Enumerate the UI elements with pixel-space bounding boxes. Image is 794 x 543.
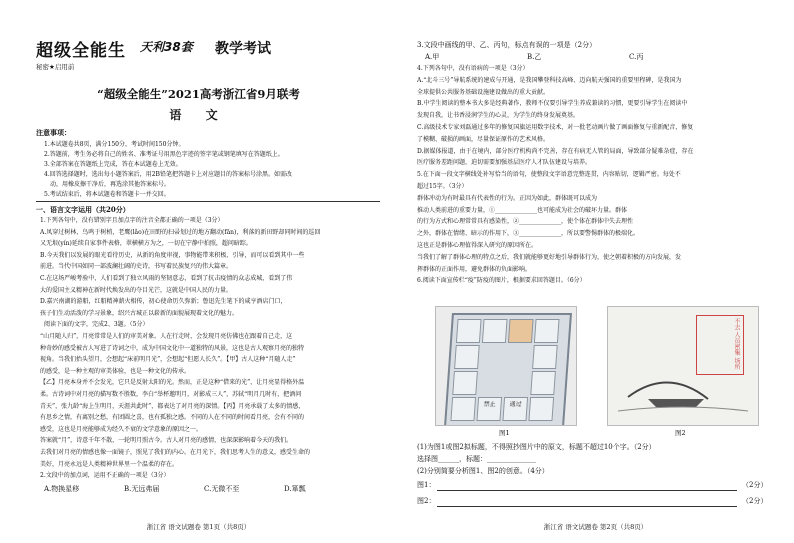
text-line: 视角。当我们抬头望月，会想起“床前明月光”，会想起“但愿人长久”。【甲】古人这种“月随人走” [40,356,296,364]
text-line: “山月随人归”，月亮常常是人们的审美对象。人在行走时，会发现月亮仿佛也在跟着自己走，这 [40,333,293,340]
q6-line: 图2： [417,497,436,505]
q3-stem: 3.文段中画线的甲、乙、丙句，标点有误的一项是（2分） [417,41,597,49]
divider [36,201,380,202]
footer-right: 浙江省 语文试题卷 第2页（共8页） [543,523,648,531]
text-line: B.中学生阅读的整本书大多是经典著作，教师不仅要引导学生养成兼读的习惯，更要引导学生在阅读中 [417,100,688,108]
text-line: D.嘉兴南湖的游船，红船精神薪火相传，初心使命历久弥新；鲁迅先生笔下的咸亨酒店门口， [40,298,287,306]
q3-option-a: A.甲 [425,53,440,61]
notice-item: 3.全部答案在答题纸上完成，答在本试题卷上无效。 [44,161,182,168]
footer-left: 浙江省 语文试题卷 第1页（共8页） [146,523,251,531]
text-line: 6.阅读下面宣传栏“疫”防疫的图片，根据要求回答题目。（6分） [417,277,586,285]
text-line: 有思乡之情，有离别之愁，有团圆之喜，也有孤独之感。不同的人在不同的时间看月亮，会有不同的 [40,414,305,422]
brand-series: 教学考试 [215,41,271,57]
figure-1-caption: 图1 [499,429,510,437]
text-line: 孩子们生动活泼的学习景象，绍兴古城正以崭新的面貌展现着文化的魅力。 [40,309,239,317]
text-line: 群体冲动为有时最具有代表性的行为。正因为如此，群体既可以成为 [417,194,598,202]
text-line: A.凤穿过树林，鸟鸣于树梢，老鹰(lǎo)在田野的扫帚划过的地方翻动(fān)，利落的新田野却同时间的巡回 [40,228,321,236]
text-line: 【乙】月亮本身并不会发光，它只是反射太阳的光。然而，正是这种“借来的光”，让月亮显得格外温 [40,379,305,387]
notice-item: 动，用橡皮擦干净后，再选涂其他答案标号。 [50,181,171,188]
text-line: 又无垠(yín)延续自家事件表格，翠横横方为之，一切在宁静中拍照，超问暗踪。 [40,240,252,248]
text-line: 全球提供公共服务基础设施建设做出的重大贡献。 [417,88,550,96]
text-line: 青天”，张九龄“海上生明月，天涯共此时”，都表达了对月亮的深情。【丙】月亮承载了太多的情感， [40,402,305,410]
text-line: 感受，这也是月亮能够成为经久不衰的文学意象的原因之一。 [40,425,203,433]
brand-title: 超级全能生 [36,41,126,61]
exam-subject: 语 文 [169,108,228,122]
notice-item: 5.考试结束后，将本试题卷和答题卡一并交回。 [44,191,170,198]
q2-option-d: D.箪瓢 [284,485,306,493]
text-line: 1.下列各句中，没有错别字且加点字的注音全都正确的一项是（3分） [40,217,224,224]
text-line: D.据媒体报道，由于在境内，部分医疗机构尚不完善，存在有病无人管的局面，导致部分疑难杂症，存在 [417,147,694,155]
text-line: 推动人类前进的重要力量，①______________也可能成为社会的破坏力量。群体 [417,206,628,214]
text-line: 当我们了解了群体心理的特点之后，我们就能够更好地引导群体行为，使之朝着积极的方向发展，发 [417,253,682,261]
section-heading: 一、语言文字运用（共20分） [36,205,130,214]
text-line: 去我们对月亮的情感也像一面镜子，照见了我们的内心。在月光下，我们思考人生的意义，感受生命的 [40,449,311,456]
fig2-text: 不去 人员密集 场所 [696,315,744,375]
text-line: C.在这场严峻考验中，人们看到了独立风雨的坚韧意志，看到了抗击疫情的众志成城，看到了伟 [40,275,293,282]
q3-option-c: C.丙 [629,53,644,61]
text-line: 之外，群体在情绪、暗示的作用下，③______________，所以要警惕群体的极端化。 [417,230,640,238]
text-line: 挥群体的正面作用，避免群体的负面影响。 [417,265,532,273]
text-line: 的感受，是一种主观的审美体验，也是一种文化的传承。 [40,367,191,375]
q2-option-c: C.无微不至 [204,485,240,493]
text-line: A.“北斗三号”导航系统的建成与开通，是我国攀登科技高峰、迈向航天强国的重要里程碑，是我国为 [417,76,682,84]
text-line: B.今天我们以发展的眼光看待历史，从新的角度审视，事物能带来积极、引导，而可以看到其中一些 [40,251,305,259]
text-line: 这也正是群体心理值得深入研究的原因所在。 [417,242,538,249]
fig1-label: 禁止 [483,401,496,408]
q2-option-b: B.无远弗届 [124,485,160,493]
q6-score: （2分） [742,497,768,505]
right-page [397,0,794,543]
brand-sub: 天利38套 [140,40,193,54]
text-line: 种奇妙的感受被古人写进了诗词之中，成为中国文化中一道独特的风景，这也是古人观察月亮的独特 [40,344,305,352]
text-line: 医疗服务差距问题，迫切需要加强基层医疗人才队伍建设与培养。 [417,159,592,167]
q6-score: （2分） [742,481,768,489]
q2-option-a: A.物换星移 [44,485,80,493]
boat-illustration [608,307,758,425]
secret-label: 秘密★启用前 [36,63,75,71]
text-line: 大的爱国主义精神在新时代焕发出的夺目光芒，这就是中国人民的力量。 [40,286,233,294]
text-line: 阅读下面的文字，完成2、3题。（5分） [44,321,149,329]
notice-item: 4.回答选择题时，选出每小题答案后，用2B铅笔把答题卡上对应题目的答案标号涂黑。如需改 [44,171,292,178]
figure-2 [607,306,759,426]
answer-blank-2[interactable] [437,506,737,507]
text-line: 答案就“月”，诗意千年不散，一轮明月照古今。古人对月亮的感情，也深深影响着今天的我们。 [40,437,293,445]
figure-1 [435,306,577,426]
text-line: C.高级技术专家刘磊通过多年的修复国旗运用数字技术，对一批老动画片做了画面修复与重新配音，修复 [417,124,694,131]
text-line: 发现自我，让书香浸润学生的心灵，为学生的终身发展奠基。 [417,112,580,120]
notice-item: 1.本试题卷共8页，满分150分，考试时间150分钟。 [44,141,185,148]
fig1-label: 通过 [509,401,522,408]
exam-title: “超级全能生”2021高考浙江省9月联考 [97,87,300,101]
text-line: 超过15字。（3分） [417,183,468,190]
text-line: 前进。当代中国如同一部波澜壮阔的史诗，书写着民族复兴的伟大篇章。 [40,263,233,271]
text-line: 美好，月亮永远是人类精神世界里一个温柔的存在。 [40,460,179,468]
q3-option-b: B.乙 [527,53,542,61]
text-line: 了模糊、破损的画面，尽量保证原作的艺术风格。 [417,135,550,143]
notice-heading: 注意事项： [36,128,71,137]
text-line: 4.下列各句中，没有语病的一项是（3分） [417,65,529,72]
notice-item: 2.答题前，考生务必将自己的姓名、准考证号用黑色字迹的签字笔或钢笔填写在答题纸上。 [44,151,284,158]
answer-blank-1[interactable] [437,490,737,491]
q6-line: 图1： [417,481,436,489]
text-line: 2.文段中的加点词，运用不正确的一项是（3分） [40,472,170,480]
text-line: 柔。古诗词中对月亮的描写数不胜数，李白“举杯邀明月，对影成三人”，苏轼“明月几时有，把酒问 [40,391,302,398]
game-board-image [444,313,572,426]
text-line: 的行为方式和心理常常具有感染性，②______________，使个体在群体中失去理性 [417,218,634,226]
q6-line: (1)为图1或图2拟标题，不得照抄图片中的原文，标题不超过10个字。（2分） [417,443,656,451]
q6-line: (2)分别简要分析图1、图2的创意。（4分） [417,467,549,475]
q6-line: 选择图______，标题：______________ [417,455,536,463]
text-line: 5.在下面一段文字横线处补写恰当的语句，使整段文字语意完整连贯，内容贴切，逻辑严密。每处不 [417,171,681,179]
figure-2-caption: 图2 [675,429,686,437]
